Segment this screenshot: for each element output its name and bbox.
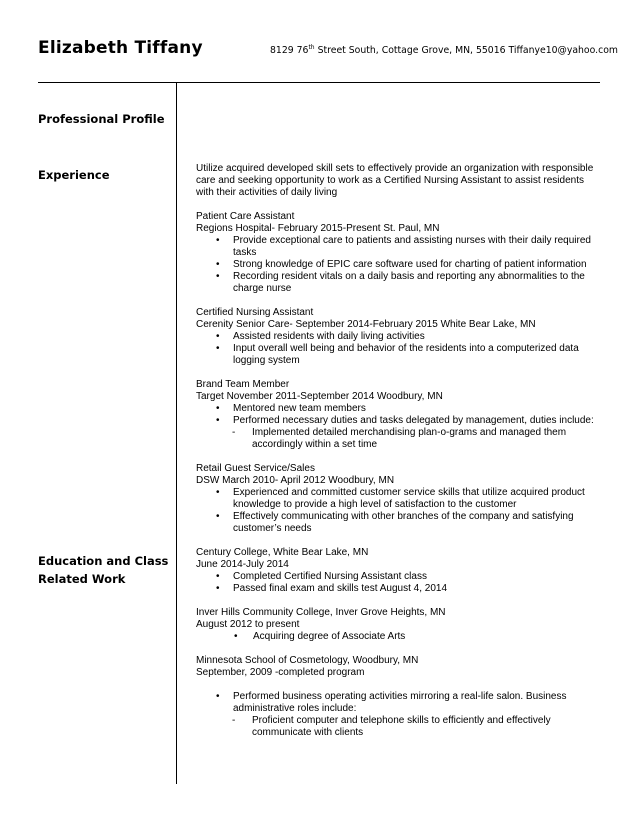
school-name: Minnesota School of Cosmetology, Woodbury, MN [196, 655, 419, 666]
job-entry [196, 463, 604, 535]
column-divider [176, 82, 177, 784]
job-bullet: • Experienced and committed customer service skills that utilize acquired product knowledge to provide a high level of satisfaction to the customer [196, 487, 604, 511]
contact-info [270, 45, 618, 56]
resume-name: Elizabeth Tiffany [38, 38, 203, 58]
job-detail: Cerenity Senior Care- September 2014-February 2015 White Bear Lake, MN [196, 319, 536, 330]
school-dates: September, 2009 -completed program [196, 667, 365, 678]
job-title: Brand Team Member [196, 379, 290, 390]
job-detail: Regions Hospital- February 2015-Present St. Paul, MN [196, 223, 440, 234]
profile-section [196, 163, 604, 199]
job-bullet: • Provide exceptional care to patients and assisting nurses with their daily required tasks [196, 235, 604, 259]
job-detail: DSW March 2010- April 2012 Woodbury, MN [196, 475, 395, 486]
job-bullet: • Mentored new team members [196, 403, 604, 415]
address-rest: Street South, Cottage Grove, MN, 55016 Tiffanye10@yahoo.com [314, 45, 618, 56]
job-bullet: • Recording resident vitals on a daily basis and reporting any abnormalities to the charge nurse [196, 271, 604, 295]
job-entry [196, 307, 604, 367]
job-title: Retail Guest Service/Sales [196, 463, 315, 474]
profile-heading: Professional Profile [38, 112, 165, 126]
job-entry [196, 211, 604, 295]
education-sub-item: - Proficient computer and telephone skills to efficiently and effectively communicate with clients [196, 715, 604, 739]
education-entry [196, 607, 604, 643]
address-number: 8129 76 [270, 45, 309, 56]
profile-summary: Utilize acquired developed skill sets to effectively provide an organization with responsible care and seeking opportunity to work as a Certified Nursing Assistant to assist residents with their activities of daily living [196, 163, 594, 198]
education-bullet: • Passed final exam and skills test August 4, 2014 [196, 583, 604, 595]
experience-heading: Experience [38, 168, 110, 182]
school-dates: August 2012 to present [196, 619, 300, 630]
job-bullet: • Assisted residents with daily living activities [196, 331, 604, 343]
education-heading-line-1: Education and Class [38, 554, 169, 568]
education-bullet: • Performed business operating activities mirroring a real-life salon. Business administrative roles include: [196, 691, 604, 715]
job-bullet: • Strong knowledge of EPIC care software used for charting of patient information [196, 259, 604, 271]
job-title: Certified Nursing Assistant [196, 307, 314, 318]
education-entry [196, 655, 604, 739]
school-name: Century College, White Bear Lake, MN [196, 547, 369, 558]
education-bullet: • Completed Certified Nursing Assistant class [196, 571, 604, 583]
education-heading-line-2: Related Work [38, 572, 126, 586]
resume-body [196, 163, 604, 739]
job-bullet: • Input overall well being and behavior of the residents into a computerized data logging system [196, 343, 604, 367]
job-entry [196, 379, 604, 451]
education-bullet: • Acquiring degree of Associate Arts [196, 631, 604, 643]
job-title: Patient Care Assistant [196, 211, 295, 222]
address-ordinal: th [308, 43, 315, 51]
school-dates: June 2014-July 2014 [196, 559, 289, 570]
job-sub-item: - Implemented detailed merchandising plan-o-grams and managed them accordingly within a set time [196, 427, 604, 451]
job-bullet: • Effectively communicating with other branches of the company and satisfying customer’s needs [196, 511, 604, 535]
header-divider [38, 82, 600, 83]
job-detail: Target November 2011-September 2014 Woodbury, MN [196, 391, 443, 402]
education-entry [196, 547, 604, 595]
job-bullet: • Performed necessary duties and tasks delegated by management, duties include: [196, 415, 604, 427]
school-name: Inver Hills Community College, Inver Grove Heights, MN [196, 607, 446, 618]
